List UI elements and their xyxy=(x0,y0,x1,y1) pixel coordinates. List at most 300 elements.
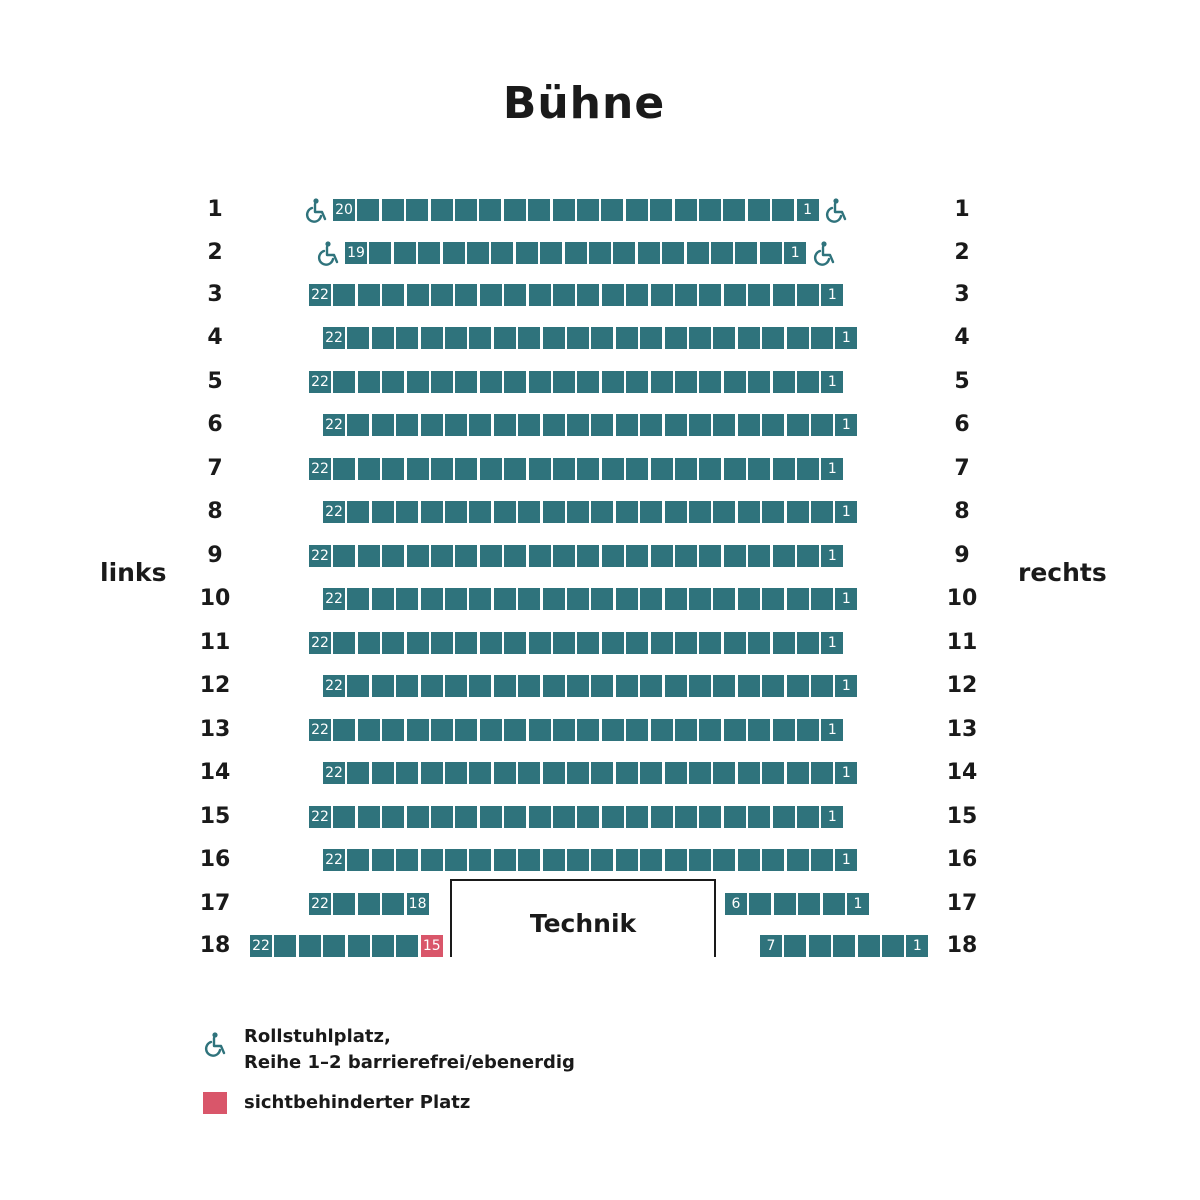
seat[interactable] xyxy=(358,371,380,393)
seat[interactable] xyxy=(723,199,745,221)
seat[interactable] xyxy=(797,284,819,306)
seat[interactable] xyxy=(396,849,418,871)
seat[interactable] xyxy=(784,935,806,957)
seat[interactable]: 22 xyxy=(323,501,345,523)
seat[interactable] xyxy=(762,327,784,349)
seat[interactable] xyxy=(529,371,551,393)
seat[interactable] xyxy=(480,719,502,741)
seat[interactable] xyxy=(347,501,369,523)
seat[interactable] xyxy=(811,327,833,349)
seat[interactable] xyxy=(480,371,502,393)
seat[interactable] xyxy=(494,762,516,784)
seat[interactable] xyxy=(591,588,613,610)
seat[interactable]: 22 xyxy=(309,806,331,828)
seat[interactable] xyxy=(577,199,599,221)
seat[interactable] xyxy=(787,849,809,871)
seat[interactable] xyxy=(358,632,380,654)
seat[interactable] xyxy=(455,199,477,221)
seat[interactable] xyxy=(589,242,611,264)
seat[interactable] xyxy=(577,545,599,567)
seat[interactable] xyxy=(616,588,638,610)
seat[interactable] xyxy=(469,762,491,784)
seat[interactable] xyxy=(443,242,465,264)
seat[interactable] xyxy=(421,849,443,871)
seat[interactable] xyxy=(347,327,369,349)
seat[interactable]: 22 xyxy=(309,284,331,306)
seat[interactable] xyxy=(494,327,516,349)
seat[interactable] xyxy=(407,545,429,567)
seat[interactable] xyxy=(833,935,855,957)
seat[interactable] xyxy=(787,501,809,523)
seat[interactable] xyxy=(421,588,443,610)
seat[interactable] xyxy=(407,284,429,306)
seat[interactable] xyxy=(567,675,589,697)
seat[interactable] xyxy=(494,588,516,610)
seat[interactable] xyxy=(358,719,380,741)
seat[interactable] xyxy=(602,719,624,741)
seat[interactable] xyxy=(724,284,746,306)
seat[interactable] xyxy=(577,719,599,741)
seat[interactable]: 1 xyxy=(835,414,857,436)
wheelchair-icon[interactable] xyxy=(303,197,329,223)
seat[interactable] xyxy=(333,284,355,306)
seat[interactable] xyxy=(665,762,687,784)
seat[interactable] xyxy=(407,458,429,480)
seat[interactable] xyxy=(882,935,904,957)
seat[interactable]: 22 xyxy=(309,893,331,915)
seat[interactable] xyxy=(762,675,784,697)
seat[interactable] xyxy=(480,458,502,480)
seat[interactable] xyxy=(516,242,538,264)
seat[interactable] xyxy=(543,762,565,784)
seat[interactable] xyxy=(823,893,845,915)
seat[interactable] xyxy=(479,199,501,221)
seat[interactable] xyxy=(773,458,795,480)
seat[interactable] xyxy=(675,284,697,306)
seat[interactable] xyxy=(333,719,355,741)
seat[interactable] xyxy=(299,935,321,957)
seat[interactable] xyxy=(689,849,711,871)
seat[interactable]: 22 xyxy=(309,545,331,567)
seat[interactable]: 22 xyxy=(309,632,331,654)
seat[interactable] xyxy=(773,284,795,306)
seat[interactable]: 7 xyxy=(760,935,782,957)
seat[interactable] xyxy=(407,371,429,393)
seat[interactable] xyxy=(665,588,687,610)
seat[interactable]: 22 xyxy=(323,327,345,349)
seat[interactable]: 22 xyxy=(309,371,331,393)
seat[interactable] xyxy=(811,849,833,871)
wheelchair-icon[interactable] xyxy=(315,240,341,266)
seat[interactable] xyxy=(577,284,599,306)
seat[interactable] xyxy=(640,588,662,610)
seat[interactable] xyxy=(772,199,794,221)
seat[interactable] xyxy=(396,327,418,349)
seat[interactable] xyxy=(382,371,404,393)
seat[interactable] xyxy=(567,762,589,784)
seat[interactable] xyxy=(738,762,760,784)
seat[interactable] xyxy=(372,327,394,349)
seat[interactable] xyxy=(504,458,526,480)
seat[interactable] xyxy=(567,327,589,349)
seat[interactable] xyxy=(613,242,635,264)
seat[interactable] xyxy=(396,762,418,784)
seat[interactable] xyxy=(372,675,394,697)
seat[interactable] xyxy=(811,675,833,697)
seat[interactable] xyxy=(797,458,819,480)
seat[interactable] xyxy=(602,632,624,654)
seat[interactable]: 22 xyxy=(323,588,345,610)
seat[interactable] xyxy=(431,806,453,828)
seat[interactable] xyxy=(626,284,648,306)
seat[interactable] xyxy=(787,327,809,349)
seat[interactable] xyxy=(651,371,673,393)
seat[interactable] xyxy=(406,199,428,221)
seat[interactable]: 1 xyxy=(835,588,857,610)
wheelchair-icon[interactable] xyxy=(823,197,849,223)
seat[interactable] xyxy=(762,762,784,784)
seat[interactable] xyxy=(713,414,735,436)
seat[interactable] xyxy=(431,284,453,306)
seat[interactable] xyxy=(518,675,540,697)
seat[interactable] xyxy=(787,588,809,610)
seat[interactable] xyxy=(724,719,746,741)
seat[interactable] xyxy=(347,588,369,610)
seat[interactable]: 1 xyxy=(821,458,843,480)
seat[interactable] xyxy=(675,371,697,393)
seat[interactable] xyxy=(724,806,746,828)
seat[interactable] xyxy=(518,762,540,784)
seat[interactable] xyxy=(540,242,562,264)
seat[interactable] xyxy=(529,545,551,567)
seat[interactable] xyxy=(738,327,760,349)
seat[interactable] xyxy=(626,545,648,567)
seat[interactable] xyxy=(689,588,711,610)
seat[interactable] xyxy=(431,371,453,393)
seat[interactable] xyxy=(494,414,516,436)
seat[interactable] xyxy=(713,327,735,349)
seat[interactable] xyxy=(543,675,565,697)
seat[interactable] xyxy=(529,458,551,480)
seat[interactable] xyxy=(616,675,638,697)
seat[interactable]: 1 xyxy=(821,806,843,828)
seat[interactable] xyxy=(455,371,477,393)
seat[interactable] xyxy=(553,458,575,480)
seat[interactable] xyxy=(529,284,551,306)
seat[interactable] xyxy=(347,675,369,697)
seat[interactable] xyxy=(480,632,502,654)
seat[interactable] xyxy=(431,199,453,221)
seat[interactable] xyxy=(713,675,735,697)
seat[interactable] xyxy=(689,501,711,523)
seat[interactable] xyxy=(626,806,648,828)
seat-obstructed[interactable]: 15 xyxy=(421,935,443,957)
seat[interactable]: 22 xyxy=(323,849,345,871)
seat[interactable] xyxy=(333,458,355,480)
seat[interactable] xyxy=(504,199,526,221)
seat[interactable] xyxy=(665,327,687,349)
seat[interactable] xyxy=(699,806,721,828)
seat[interactable] xyxy=(347,762,369,784)
seat[interactable]: 1 xyxy=(835,501,857,523)
seat[interactable] xyxy=(445,414,467,436)
seat[interactable] xyxy=(445,327,467,349)
seat[interactable] xyxy=(491,242,513,264)
seat[interactable] xyxy=(724,545,746,567)
seat[interactable] xyxy=(565,242,587,264)
seat[interactable] xyxy=(333,806,355,828)
seat[interactable] xyxy=(713,501,735,523)
seat[interactable]: 6 xyxy=(725,893,747,915)
seat[interactable] xyxy=(638,242,660,264)
seat[interactable] xyxy=(699,284,721,306)
seat[interactable] xyxy=(577,371,599,393)
seat[interactable] xyxy=(455,284,477,306)
seat[interactable]: 22 xyxy=(309,719,331,741)
seat[interactable] xyxy=(577,806,599,828)
seat[interactable] xyxy=(773,371,795,393)
seat[interactable] xyxy=(591,501,613,523)
seat[interactable] xyxy=(626,632,648,654)
seat[interactable] xyxy=(616,849,638,871)
seat[interactable] xyxy=(396,588,418,610)
seat[interactable] xyxy=(651,545,673,567)
seat[interactable] xyxy=(372,501,394,523)
seat[interactable] xyxy=(372,935,394,957)
seat[interactable] xyxy=(787,675,809,697)
seat[interactable] xyxy=(602,545,624,567)
seat[interactable] xyxy=(762,849,784,871)
seat[interactable] xyxy=(738,414,760,436)
seat[interactable] xyxy=(602,806,624,828)
seat[interactable] xyxy=(675,806,697,828)
seat[interactable]: 1 xyxy=(835,327,857,349)
seat[interactable] xyxy=(724,458,746,480)
seat[interactable] xyxy=(797,806,819,828)
seat[interactable] xyxy=(567,849,589,871)
seat[interactable] xyxy=(469,849,491,871)
seat[interactable] xyxy=(798,893,820,915)
seat[interactable] xyxy=(858,935,880,957)
seat[interactable] xyxy=(504,371,526,393)
seat[interactable] xyxy=(650,199,672,221)
seat[interactable] xyxy=(689,762,711,784)
seat[interactable] xyxy=(504,632,526,654)
seat[interactable] xyxy=(689,675,711,697)
seat[interactable] xyxy=(811,414,833,436)
seat[interactable] xyxy=(455,632,477,654)
seat[interactable] xyxy=(518,588,540,610)
seat[interactable] xyxy=(735,242,757,264)
seat[interactable] xyxy=(518,501,540,523)
seat[interactable] xyxy=(347,849,369,871)
seat[interactable] xyxy=(748,719,770,741)
seat[interactable] xyxy=(407,806,429,828)
seat[interactable] xyxy=(445,849,467,871)
seat[interactable]: 1 xyxy=(821,719,843,741)
seat[interactable] xyxy=(626,458,648,480)
seat[interactable]: 1 xyxy=(797,199,819,221)
seat[interactable] xyxy=(809,935,831,957)
seat[interactable] xyxy=(421,501,443,523)
seat[interactable]: 1 xyxy=(821,545,843,567)
seat[interactable] xyxy=(504,545,526,567)
seat[interactable] xyxy=(748,458,770,480)
seat[interactable] xyxy=(577,632,599,654)
seat[interactable] xyxy=(455,545,477,567)
seat[interactable] xyxy=(665,675,687,697)
seat[interactable]: 1 xyxy=(821,371,843,393)
seat[interactable] xyxy=(445,675,467,697)
seat[interactable] xyxy=(797,632,819,654)
seat[interactable] xyxy=(616,501,638,523)
seat[interactable] xyxy=(469,501,491,523)
seat[interactable] xyxy=(748,632,770,654)
seat[interactable] xyxy=(504,719,526,741)
seat[interactable] xyxy=(762,588,784,610)
seat[interactable] xyxy=(699,371,721,393)
seat[interactable] xyxy=(469,414,491,436)
seat[interactable] xyxy=(787,414,809,436)
seat[interactable] xyxy=(760,242,782,264)
seat[interactable] xyxy=(382,199,404,221)
seat[interactable] xyxy=(394,242,416,264)
seat[interactable] xyxy=(651,458,673,480)
seat[interactable] xyxy=(577,458,599,480)
seat[interactable] xyxy=(445,762,467,784)
seat[interactable] xyxy=(543,501,565,523)
seat[interactable] xyxy=(762,501,784,523)
seat[interactable] xyxy=(553,371,575,393)
seat[interactable]: 22 xyxy=(323,414,345,436)
seat[interactable]: 1 xyxy=(847,893,869,915)
seat[interactable] xyxy=(358,545,380,567)
seat[interactable] xyxy=(699,719,721,741)
seat[interactable] xyxy=(748,199,770,221)
seat[interactable] xyxy=(626,199,648,221)
seat[interactable] xyxy=(591,414,613,436)
seat[interactable] xyxy=(651,806,673,828)
seat[interactable] xyxy=(480,284,502,306)
seat[interactable] xyxy=(382,632,404,654)
seat[interactable]: 22 xyxy=(309,458,331,480)
seat[interactable] xyxy=(382,284,404,306)
seat[interactable] xyxy=(616,762,638,784)
seat[interactable] xyxy=(567,588,589,610)
seat[interactable] xyxy=(469,675,491,697)
seat[interactable] xyxy=(431,632,453,654)
seat[interactable] xyxy=(431,719,453,741)
seat[interactable] xyxy=(529,719,551,741)
seat[interactable] xyxy=(687,242,709,264)
seat[interactable] xyxy=(418,242,440,264)
seat[interactable] xyxy=(494,501,516,523)
seat[interactable] xyxy=(553,284,575,306)
seat[interactable] xyxy=(724,371,746,393)
seat[interactable] xyxy=(626,371,648,393)
seat[interactable] xyxy=(421,414,443,436)
seat[interactable]: 22 xyxy=(323,762,345,784)
seat[interactable]: 20 xyxy=(333,199,355,221)
seat[interactable] xyxy=(675,199,697,221)
seat[interactable] xyxy=(811,501,833,523)
seat[interactable] xyxy=(382,806,404,828)
seat[interactable] xyxy=(640,675,662,697)
seat[interactable] xyxy=(504,284,526,306)
seat[interactable] xyxy=(616,327,638,349)
seat[interactable] xyxy=(773,806,795,828)
seat[interactable] xyxy=(738,588,760,610)
seat[interactable] xyxy=(455,458,477,480)
seat[interactable] xyxy=(602,458,624,480)
seat[interactable] xyxy=(382,545,404,567)
seat[interactable] xyxy=(396,501,418,523)
seat[interactable] xyxy=(543,414,565,436)
seat[interactable]: 1 xyxy=(835,849,857,871)
seat[interactable] xyxy=(773,545,795,567)
seat[interactable] xyxy=(713,849,735,871)
seat[interactable] xyxy=(467,242,489,264)
seat[interactable] xyxy=(567,414,589,436)
seat[interactable] xyxy=(699,545,721,567)
seat[interactable] xyxy=(762,414,784,436)
seat[interactable] xyxy=(407,632,429,654)
seat[interactable] xyxy=(529,632,551,654)
seat[interactable]: 22 xyxy=(250,935,272,957)
seat[interactable] xyxy=(738,849,760,871)
seat[interactable] xyxy=(713,762,735,784)
seat[interactable] xyxy=(372,762,394,784)
seat[interactable] xyxy=(421,675,443,697)
wheelchair-icon[interactable] xyxy=(811,240,837,266)
seat[interactable] xyxy=(591,675,613,697)
seat[interactable] xyxy=(455,719,477,741)
seat[interactable] xyxy=(665,414,687,436)
seat[interactable] xyxy=(689,327,711,349)
seat[interactable] xyxy=(333,371,355,393)
seat[interactable] xyxy=(333,632,355,654)
seat[interactable] xyxy=(651,284,673,306)
seat[interactable] xyxy=(749,893,771,915)
seat[interactable] xyxy=(431,458,453,480)
seat[interactable]: 1 xyxy=(821,284,843,306)
seat[interactable] xyxy=(724,632,746,654)
seat[interactable] xyxy=(480,545,502,567)
seat[interactable] xyxy=(358,806,380,828)
seat[interactable] xyxy=(665,501,687,523)
seat[interactable] xyxy=(518,327,540,349)
seat[interactable] xyxy=(274,935,296,957)
seat[interactable] xyxy=(369,242,391,264)
seat[interactable] xyxy=(626,719,648,741)
seat[interactable] xyxy=(382,719,404,741)
seat[interactable] xyxy=(662,242,684,264)
seat[interactable] xyxy=(675,545,697,567)
seat[interactable]: 22 xyxy=(323,675,345,697)
seat[interactable] xyxy=(421,327,443,349)
seat[interactable] xyxy=(469,327,491,349)
seat[interactable] xyxy=(602,371,624,393)
seat[interactable] xyxy=(774,893,796,915)
seat[interactable]: 1 xyxy=(906,935,928,957)
seat[interactable] xyxy=(699,632,721,654)
seat[interactable] xyxy=(348,935,370,957)
seat[interactable] xyxy=(372,588,394,610)
seat[interactable] xyxy=(518,849,540,871)
seat[interactable]: 1 xyxy=(821,632,843,654)
seat[interactable] xyxy=(396,414,418,436)
seat[interactable] xyxy=(518,414,540,436)
